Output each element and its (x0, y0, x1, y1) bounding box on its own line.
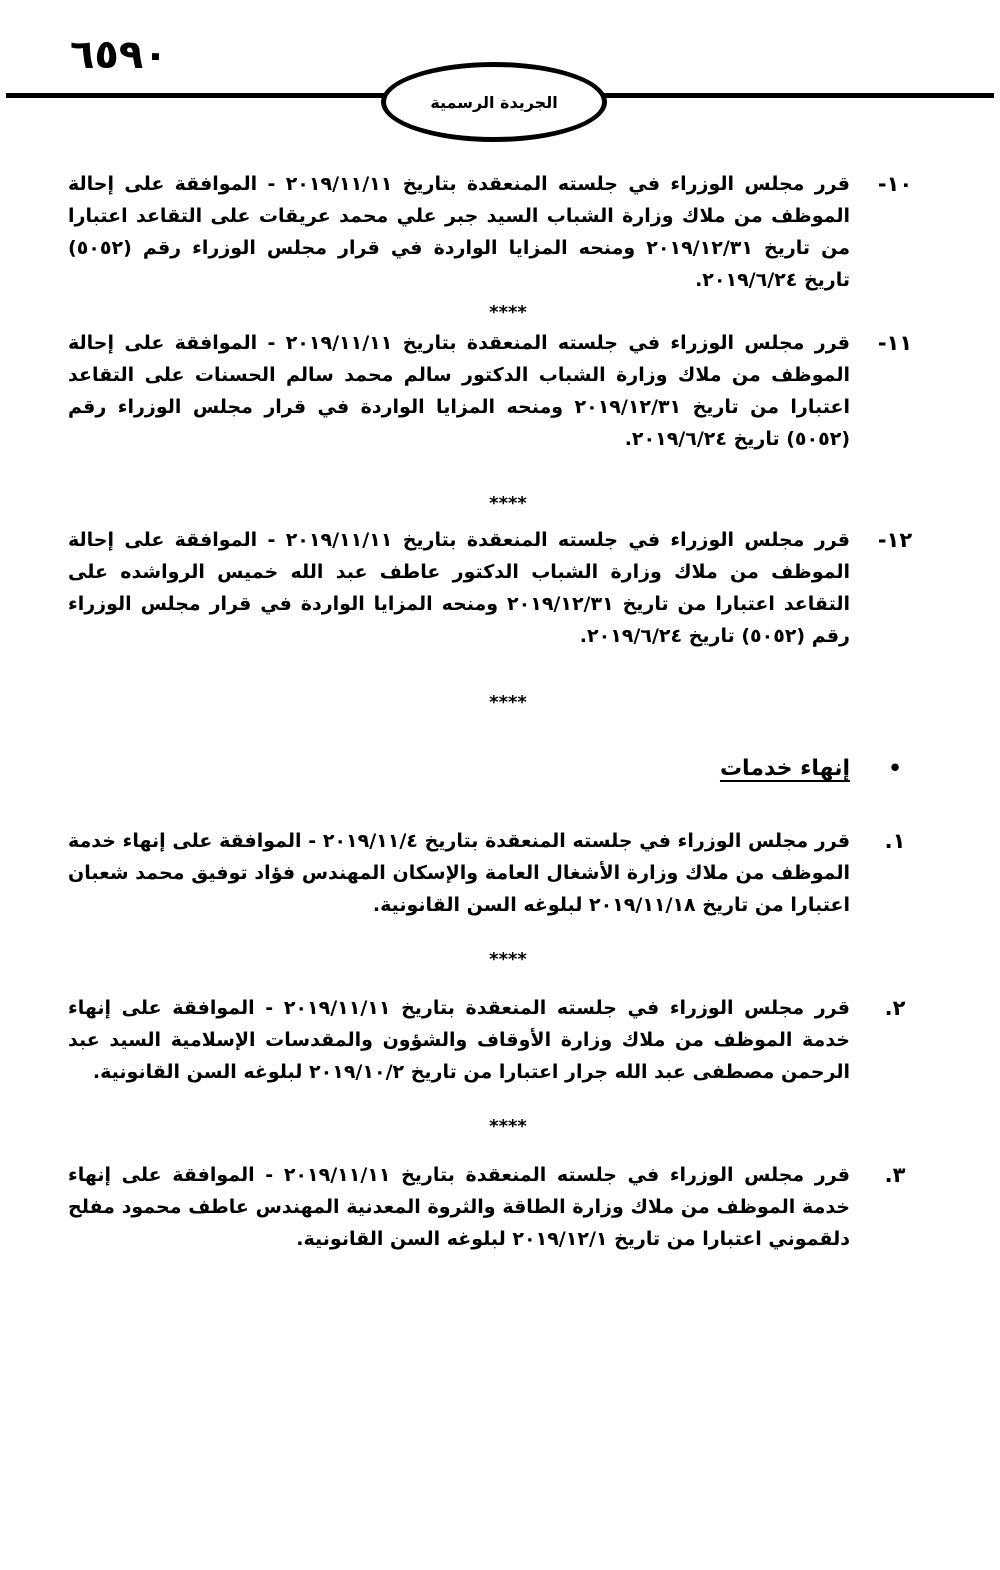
item-number: ٣. (884, 1163, 906, 1187)
separator: **** (489, 692, 527, 713)
item-number: ١٠- (877, 172, 913, 196)
item-text: قرر مجلس الوزراء في جلسته المنعقدة بتاريخ ٢٠١٩/١١/٤ - الموافقة على إنهاء خدمة الموظف من ملاك وزارة الأشغال العامة والإسكان المهندس فؤاد توفيق محمد شعبان اعتبارا من تاريخ ٢٠١٩/١١/١٨ لبلوغه السن القانونية. (68, 830, 851, 916)
termination-item-3 (68, 1159, 940, 1255)
bullet-icon: • (887, 754, 903, 784)
item-text: قرر مجلس الوزراء في جلسته المنعقدة بتاريخ ٢٠١٩/١١/١١ - الموافقة على إنهاء خدمة الموظف من ملاك وزارة الأوقاف والشؤون والمقدسات الإسلامية السيد عبد الرحمن مصطفى عبد الله جرار اعتبارا من تاريخ ٢٠١٩/١٠/٢ لبلوغه السن القانونية. (68, 997, 850, 1083)
document-body (68, 168, 940, 1255)
section-title: إنهاء خدمات (719, 756, 850, 781)
item-number: ٢. (884, 996, 906, 1020)
separator: **** (489, 302, 527, 323)
retirement-item-11 (68, 327, 940, 455)
termination-item-2 (68, 992, 940, 1088)
item-text: قرر مجلس الوزراء في جلسته المنعقدة بتاريخ ٢٠١٩/١١/١١ - الموافقة على إحالة الموظف من ملاك وزارة الشباب السيد جبر علي محمد عريقات على التقاعد اعتبارا من تاريخ ٢٠١٩/١٢/٣١ ومنحه المزايا الواردة في قرار مجلس الوزراء رقم (٥٠٥٢) تاريخ ٢٠١٩/٦/٢٤. (68, 173, 850, 291)
section-heading-termination (68, 753, 940, 785)
separator: **** (489, 1116, 527, 1137)
termination-item-1 (68, 825, 940, 921)
gazette-title-oval (381, 62, 607, 142)
item-text: قرر مجلس الوزراء في جلسته المنعقدة بتاريخ ٢٠١٩/١١/١١ - الموافقة على إنهاء خدمة الموظف من ملاك وزارة الطاقة والثروة المعدنية المهندس عاطف محمود مفلح دلقموني اعتبارا من تاريخ ٢٠١٩/١٢/١ لبلوغه السن القانونية. (68, 1164, 850, 1250)
page-number: ٦٥٩٠ (70, 32, 168, 78)
retirement-item-10 (68, 168, 940, 296)
item-number: ١. (884, 829, 906, 853)
item-number: ١١- (877, 331, 913, 355)
separator: **** (489, 493, 527, 514)
item-number: ١٢- (877, 528, 913, 552)
item-text: قرر مجلس الوزراء في جلسته المنعقدة بتاريخ ٢٠١٩/١١/١١ - الموافقة على إحالة الموظف من ملاك وزارة الشباب الدكتور سالم محمد سالم الحسنات على التقاعد اعتبارا من تاريخ ٢٠١٩/١٢/٣١ ومنحه المزايا الواردة في قرار مجلس الوزراء رقم (٥٠٥٢) تاريخ ٢٠١٩/٦/٢٤. (68, 332, 850, 450)
gazette-title: الجريدة الرسمية (430, 92, 558, 112)
retirement-item-12 (68, 524, 940, 652)
item-text: قرر مجلس الوزراء في جلسته المنعقدة بتاريخ ٢٠١٩/١١/١١ - الموافقة على إحالة الموظف من ملاك وزارة الشباب الدكتور عاطف عبد الله خميس الرواشده على التقاعد اعتبارا من تاريخ ٢٠١٩/١٢/٣١ ومنحه المزايا الواردة في قرار مجلس الوزراء رقم (٥٠٥٢) تاريخ ٢٠١٩/٦/٢٤. (68, 529, 851, 647)
separator: **** (489, 949, 527, 970)
